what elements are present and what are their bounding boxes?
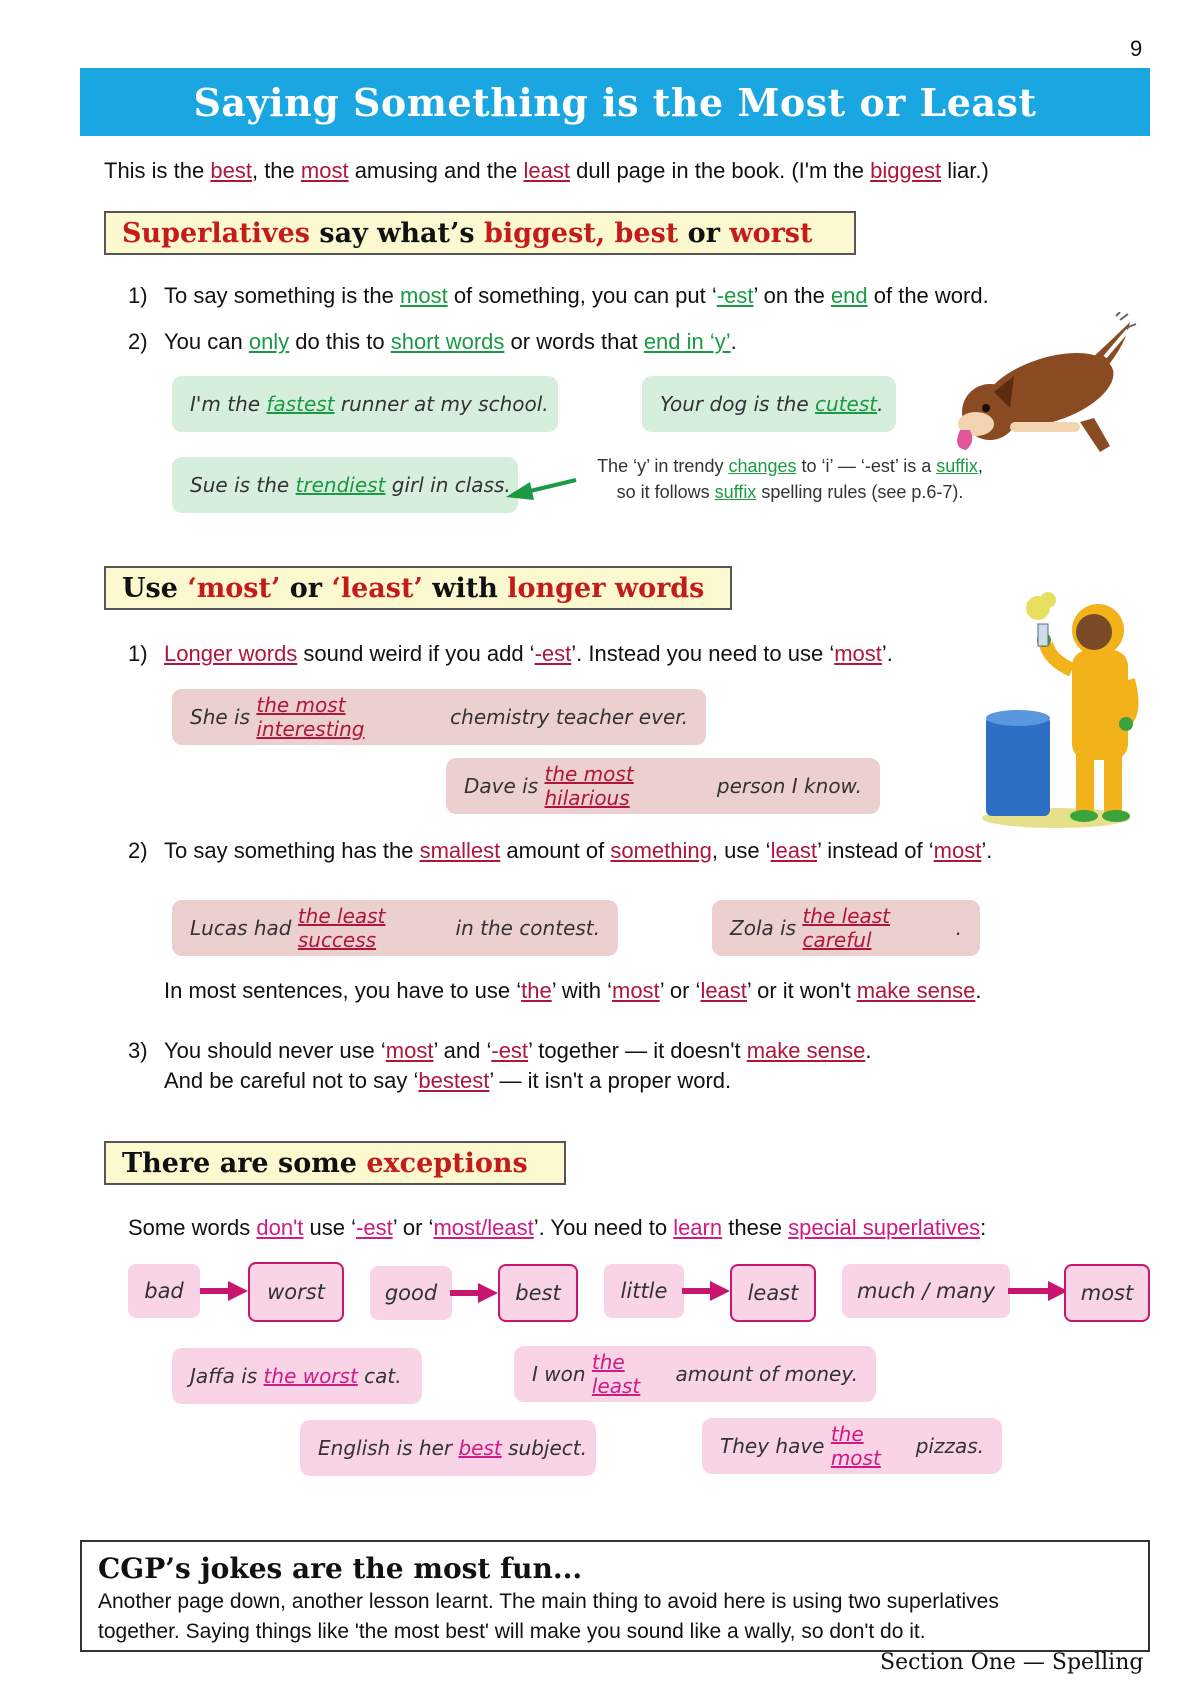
section-label: Section One — Spelling xyxy=(880,1650,1144,1675)
example-bubble: I won the least amount of money. xyxy=(514,1346,876,1402)
example-bubble: Lucas had the least success in the contest. xyxy=(172,900,618,956)
arrow-icon xyxy=(680,1279,732,1303)
section-heading-superlatives: Superlatives say what’s biggest, best or worst xyxy=(104,211,856,255)
point-2: 2) You can only do this to short words or words that end in ‘y’. xyxy=(128,329,737,354)
summary-text: Another page down, another lesson learnt. The main thing to avoid here is using two superlatives together. Saying things like 'the most best' will make you sound like a wally, so don't do it. xyxy=(98,1590,999,1643)
sentence-rule: In most sentences, you have to use ‘the’ with ‘most’ or ‘least’ or it won't make sense. xyxy=(164,978,982,1003)
arrow-icon xyxy=(198,1279,250,1303)
word-from: much / many xyxy=(842,1264,1010,1318)
example-bubble: They have the most pizzas. xyxy=(702,1418,1002,1474)
arrow-icon xyxy=(1006,1279,1070,1303)
summary-title: CGP’s jokes are the most fun... xyxy=(98,1552,583,1585)
word-to: best xyxy=(498,1264,578,1322)
point-1: 1) Longer words sound weird if you add ‘-est’. Instead you need to use ‘most’. xyxy=(128,641,893,666)
arrow-icon xyxy=(500,470,580,506)
intro-text: This is the best, the most amusing and the least dull page in the book. (I'm the biggest liar.) xyxy=(104,158,989,183)
example-bubble: English is her best subject. xyxy=(300,1420,596,1476)
word-from: good xyxy=(370,1266,452,1320)
example-bubble: Your dog is the cutest . xyxy=(642,376,896,432)
point-3: 3) You should never use ‘most’ and ‘-est’ together — it doesn't make sense. And be careful not to say ‘bestest’ — it isn't a proper word. xyxy=(128,1038,872,1093)
title-bar xyxy=(80,68,1150,136)
example-bubble: Zola is the least careful . xyxy=(712,900,980,956)
trendy-note: The ‘y’ in trendy changes to ‘i’ — ‘-est’ is a suffix, so it follows suffix spelling rules (see p.6-7). xyxy=(597,456,983,502)
section-heading-exceptions: There are some exceptions xyxy=(104,1141,566,1185)
word-to: worst xyxy=(248,1262,344,1322)
arrow-icon xyxy=(448,1281,500,1305)
exceptions-intro: Some words don't use ‘-est’ or ‘most/least’. You need to learn these special superlatives: xyxy=(128,1215,987,1240)
word-to: least xyxy=(730,1264,816,1322)
page-number: 9 xyxy=(1130,36,1143,61)
point-2: 2) To say something has the smallest amount of something, use ‘least’ instead of ‘most’. xyxy=(128,838,993,863)
word-from: little xyxy=(604,1264,684,1318)
page-title: Saying Something is the Most or Least xyxy=(193,79,1037,125)
scientist-illustration xyxy=(976,590,1146,830)
example-bubble: Dave is the most hilarious person I know. xyxy=(446,758,880,814)
example-bubble: Jaffa is the worst cat. xyxy=(172,1348,422,1404)
word-from: bad xyxy=(128,1264,200,1318)
example-bubble: Sue is the trendiest girl in class. xyxy=(172,457,518,513)
example-bubble: I'm the fastest runner at my school. xyxy=(172,376,558,432)
section-heading-longer-words: Use ‘most’ or ‘least’ with longer words xyxy=(104,566,732,610)
point-1: 1) To say something is the most of something, you can put ‘-est’ on the end of the word. xyxy=(128,283,989,308)
summary-box xyxy=(80,1540,1150,1652)
word-to: most xyxy=(1064,1264,1150,1322)
example-bubble: She is the most interesting chemistry teacher ever. xyxy=(172,689,706,745)
dog-illustration xyxy=(930,312,1140,462)
